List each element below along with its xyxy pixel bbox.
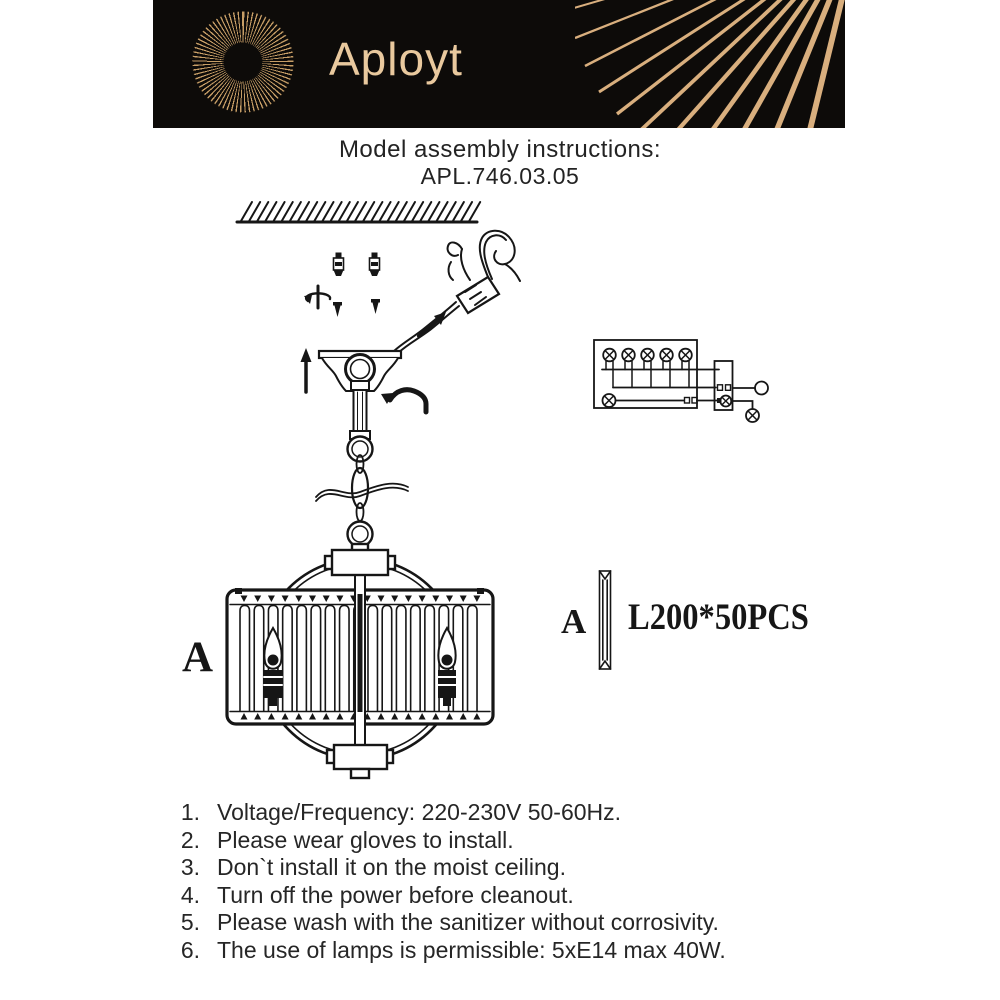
instruction-item [170, 909, 870, 937]
instruction-item [170, 827, 870, 855]
screw-icon [333, 302, 342, 317]
instruction-text: Voltage/Frequency: 220-230V 50-60Hz. [217, 799, 622, 825]
instruction-number: 5. [180, 909, 200, 936]
instruction-item [170, 799, 870, 827]
page-title: Model assembly instructions: [338, 136, 662, 163]
instructions-list [170, 799, 870, 965]
instruction-number: 1. [180, 799, 200, 825]
crystal-rod-part [600, 571, 611, 669]
wiring-diagram [594, 340, 768, 422]
ceiling-hatch [237, 202, 480, 222]
hanging-wire [316, 484, 408, 501]
lamp-icon [720, 396, 731, 407]
instruction-item [170, 882, 870, 910]
lamp-icon [603, 394, 616, 407]
frame-top-block [325, 544, 395, 575]
candle-bulb [264, 628, 282, 706]
instruction-text: Please wash with the sanitizer without corrosivity. [217, 909, 719, 936]
brand-name: Aployt [329, 33, 463, 85]
instruction-text: Turn off the power before cleanout. [217, 881, 574, 908]
instruction-item [170, 854, 870, 882]
instruction-number: 2. [180, 826, 200, 853]
lamp-icon [746, 409, 759, 422]
anchor-icon [370, 253, 380, 276]
candle-bulb [438, 628, 456, 706]
instruction-item [170, 937, 870, 965]
part-spec: L200*50PCS [628, 597, 809, 638]
screw-icon [371, 299, 380, 314]
instruction-text: The use of lamps is permissible: 5xE14 max 40W. [217, 936, 726, 963]
hook-rotate-icon [381, 390, 426, 412]
instruction-text: Don`t install it on the moist ceiling. [217, 854, 566, 881]
instruction-number: 4. [180, 881, 200, 908]
instruction-number: 6. [180, 936, 200, 963]
assembly-label-a: A [182, 634, 214, 681]
wire-connector-assembly [394, 231, 520, 353]
anchor-icon [334, 253, 344, 276]
model-number: APL.746.03.05 [420, 163, 580, 189]
ground-terminal-icon [755, 382, 768, 395]
instruction-number: 3. [180, 854, 200, 881]
center-column [355, 575, 365, 746]
mount-up-arrow-icon [301, 348, 312, 392]
screw-rotation-icon [304, 286, 330, 308]
frame-bottom-block [327, 745, 393, 778]
part-marker-a: A [561, 602, 587, 641]
instruction-text: Please wear gloves to install. [217, 826, 514, 853]
